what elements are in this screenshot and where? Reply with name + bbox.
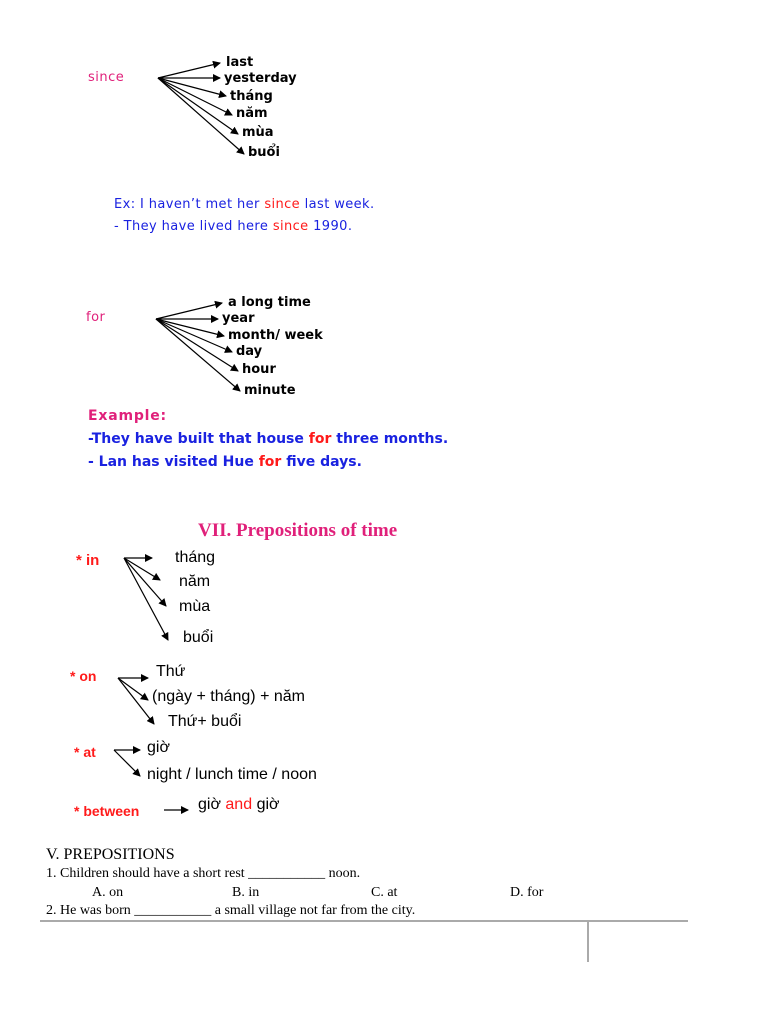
for-example-2: - Lan has visited Hue for five days.: [88, 454, 362, 470]
between-expression: giờ and giờ: [198, 796, 280, 813]
on-item: Thứ+ buổi: [168, 713, 242, 730]
section-vii-title: VII. Prepositions of time: [198, 520, 398, 541]
since-item: mùa: [242, 125, 274, 140]
for-item: month/ week: [228, 328, 323, 343]
in-item: năm: [179, 573, 211, 590]
between-label: * between: [74, 803, 140, 819]
for-item: year: [222, 311, 255, 326]
on-item: Thứ: [156, 663, 186, 680]
in-label: * in: [76, 552, 100, 569]
at-item: night / lunch time / noon: [147, 766, 317, 783]
in-item: buổi: [183, 629, 214, 646]
for-label: for: [86, 310, 106, 325]
on-item: (ngày + tháng) + năm: [152, 688, 305, 705]
for-item: hour: [242, 362, 276, 377]
question-2: 2. He was born ___________ a small village not far from the city.: [46, 903, 416, 918]
option-a[interactable]: A. on: [92, 885, 124, 900]
since-item: năm: [236, 106, 268, 121]
for-item: a long time: [228, 295, 311, 310]
since-item: last: [226, 55, 254, 70]
since-item: buổi: [248, 145, 280, 160]
at-label: * at: [74, 744, 96, 760]
option-c[interactable]: C. at: [371, 885, 398, 900]
section-v-title: V. PREPOSITIONS: [46, 846, 175, 863]
question-1: 1. Children should have a short rest ___________ noon.: [46, 866, 361, 881]
since-item: yesterday: [224, 71, 297, 86]
on-label: * on: [70, 668, 97, 684]
since-item: tháng: [230, 89, 273, 104]
since-label: since: [88, 70, 125, 85]
since-example-1: Ex: I haven’t met her since last week.: [114, 197, 375, 212]
for-item: minute: [244, 383, 296, 398]
option-d[interactable]: D. for: [510, 885, 544, 900]
for-example-heading: Example:: [88, 408, 167, 424]
at-item: giờ: [147, 739, 170, 756]
in-item: mùa: [179, 598, 211, 615]
for-item: day: [236, 344, 263, 359]
option-b[interactable]: B. in: [232, 885, 260, 900]
since-example-2: - They have lived here since 1990.: [114, 219, 353, 234]
in-item: tháng: [175, 549, 216, 566]
for-example-1: -They have built that house for three months.: [88, 431, 449, 447]
